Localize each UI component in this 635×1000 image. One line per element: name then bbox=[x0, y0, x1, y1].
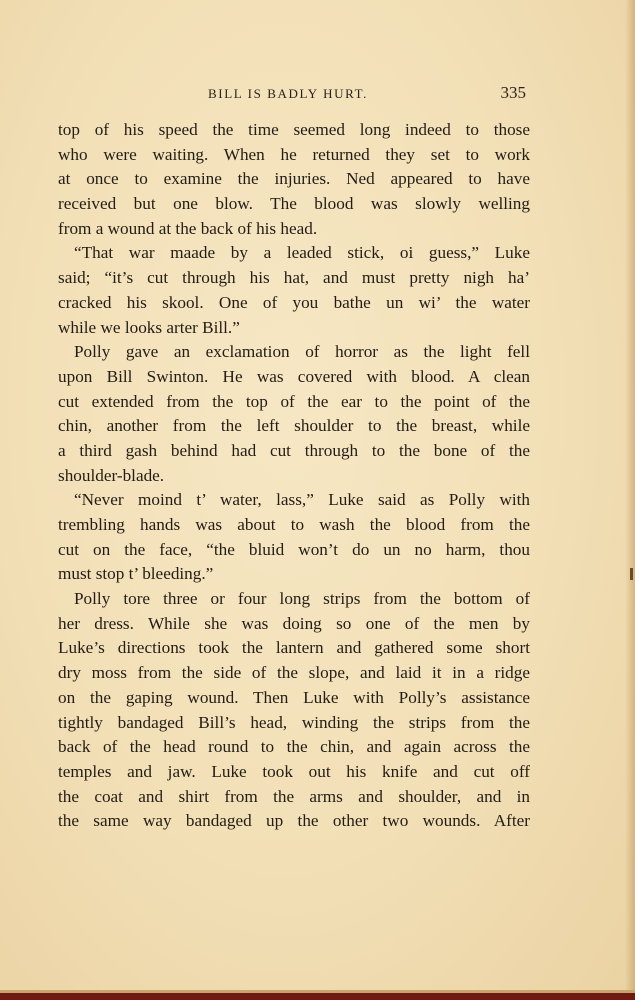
page-edge-shadow bbox=[625, 0, 635, 1000]
text-line: must stop t’ bleeding.” bbox=[58, 564, 214, 584]
text-line: dry moss from the side of the slope, and laid it in a ridge bbox=[58, 663, 530, 683]
text-line: the same way bandaged up the other two wounds. After bbox=[58, 811, 530, 831]
text-line: received but one blow. The blood was slowly welling bbox=[58, 194, 530, 214]
bottom-border bbox=[0, 993, 635, 1000]
text-line: top of his speed the time seemed long indeed to those bbox=[58, 120, 530, 139]
text-line: Polly tore three or four long strips from the bottom of bbox=[74, 589, 530, 609]
text-line: while we looks arter Bill.” bbox=[58, 317, 240, 337]
page-edge-mark bbox=[630, 568, 633, 580]
text-line: her dress. While she was doing so one of the men by bbox=[58, 613, 530, 633]
text-line: Polly gave an exclamation of horror as the light fell bbox=[74, 342, 530, 362]
text-line: chin, another from the left shoulder to the breast, while bbox=[58, 416, 530, 436]
page-number: 335 bbox=[500, 83, 526, 102]
body-text bbox=[58, 118, 530, 834]
text-line: at once to examine the injuries. Ned appeared to have bbox=[58, 169, 530, 189]
text-line: said; “it’s cut through his hat, and must pretty nigh ha’ bbox=[58, 268, 530, 288]
text-line: Luke’s directions took the lantern and gathered some short bbox=[58, 638, 530, 658]
text-line: back of the head round to the chin, and again across the bbox=[58, 737, 530, 757]
text-line: upon Bill Swinton. He was covered with blood. A clean bbox=[58, 366, 530, 386]
text-line: a third gash behind had cut through to the bone of the bbox=[58, 440, 530, 460]
running-head bbox=[58, 83, 530, 106]
text-line: temples and jaw. Luke took out his knife and cut off bbox=[58, 761, 530, 781]
text-line: cut on the face, “the bluid won’t do un no harm, thou bbox=[58, 539, 530, 559]
text-line: from a wound at the back of his head. bbox=[58, 218, 318, 238]
text-line: tightly bandaged Bill’s head, winding the strips from the bbox=[58, 712, 530, 732]
text-line: “Never moind t’ water, lass,” Luke said as Polly with bbox=[74, 490, 530, 510]
text-line: who were waiting. When he returned they set to work bbox=[58, 144, 530, 164]
running-head-title: BILL IS BADLY HURT. bbox=[208, 86, 368, 101]
text-line: the coat and shirt from the arms and shoulder, and in bbox=[58, 786, 530, 806]
text-line: “That war maade by a leaded stick, oi guess,” Luke bbox=[74, 243, 530, 263]
text-line: cut extended from the top of the ear to the point of the bbox=[58, 391, 530, 411]
text-line: trembling hands was about to wash the blood from the bbox=[58, 515, 530, 534]
text-line: shoulder-blade. bbox=[58, 465, 165, 485]
text-line: cracked his skool. One of you bathe un wi’ the water bbox=[58, 292, 530, 312]
text-line: on the gaping wound. Then Luke with Polly’s assistance bbox=[58, 687, 530, 707]
